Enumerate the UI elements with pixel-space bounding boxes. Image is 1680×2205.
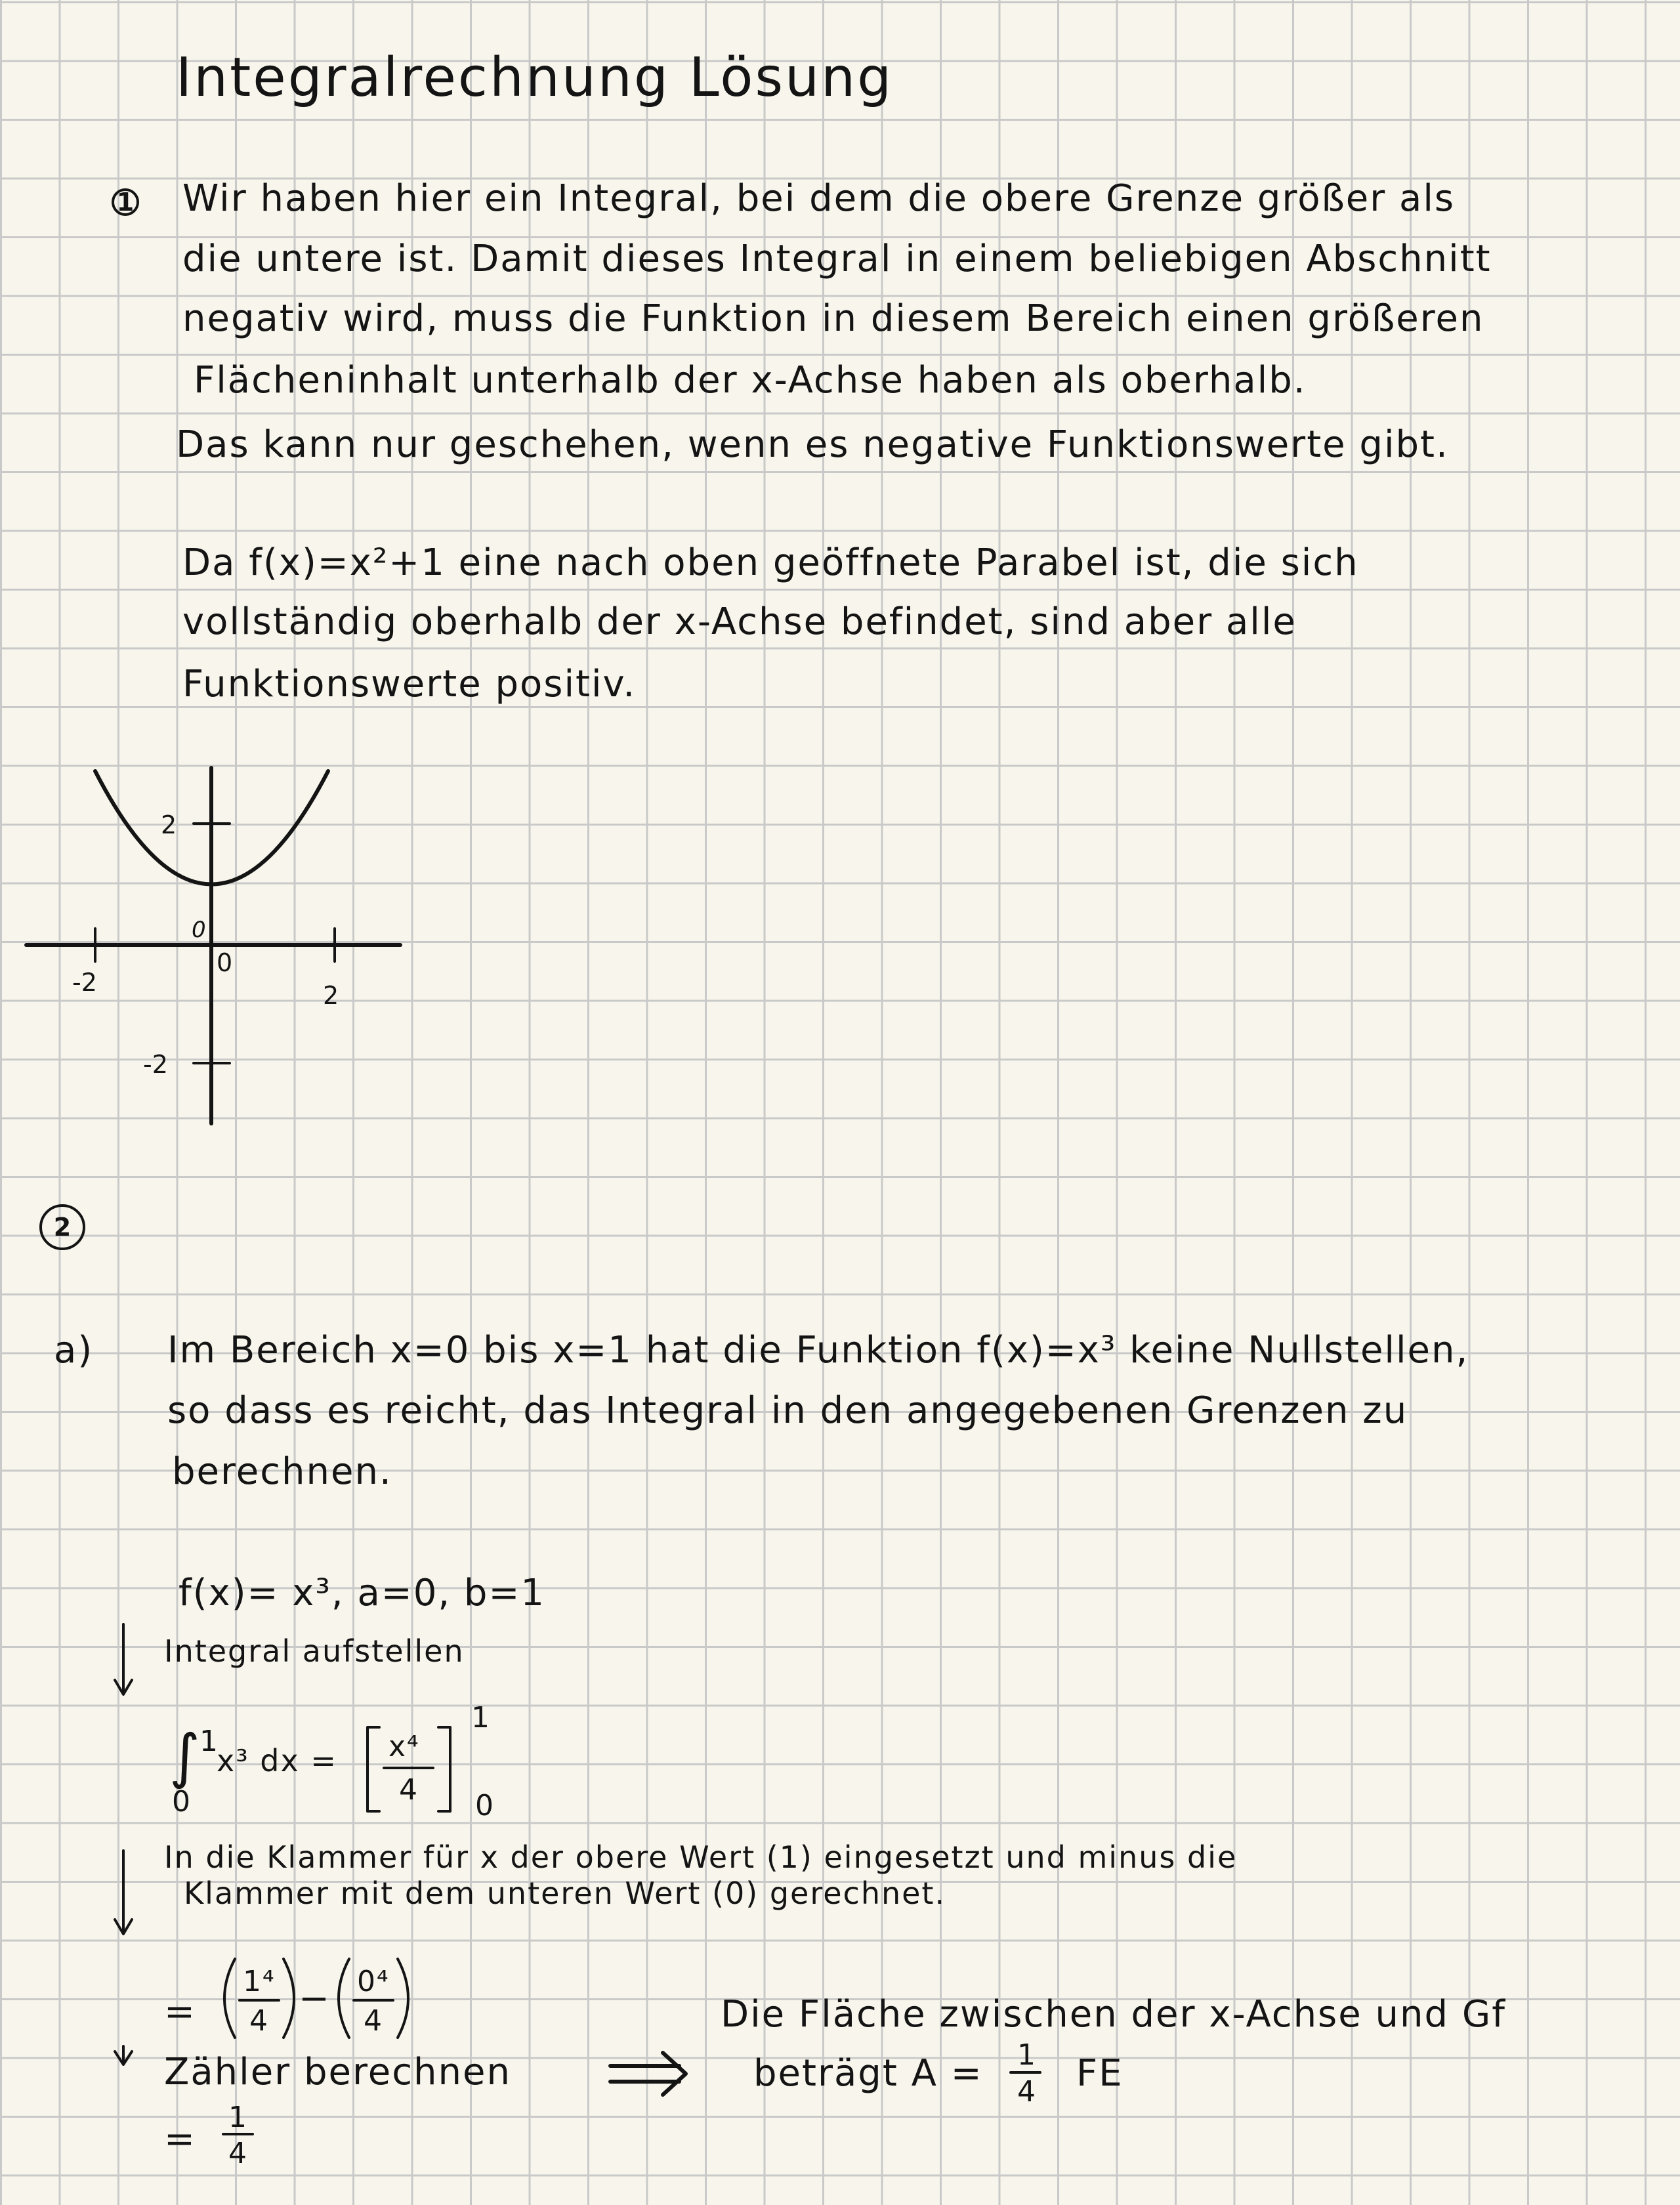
- task1-line-3: negativ wird, muss die Funktion in diesem Bereich einen größeren: [182, 297, 1484, 340]
- conclusion-numerator: 1: [1017, 2038, 1037, 2072]
- integrand: x³ dx =: [217, 1743, 337, 1778]
- conclusion-line-2-prefix: beträgt A =: [753, 2052, 983, 2095]
- task2-line-1: Im Bereich x=0 bis x=1 hat die Funktion f(x)=x³ keine Nullstellen,: [167, 1329, 1469, 1372]
- step-2-line-1: In die Klammer für x der obere Wert (1) eingesetzt und minus die: [164, 1839, 1238, 1875]
- graph-origin-label: 0: [217, 948, 233, 977]
- bracket-upper-limit: 1: [471, 1701, 491, 1734]
- subst-numerator-2: 0⁴: [357, 1965, 390, 1998]
- result-denominator: 4: [228, 2137, 248, 2170]
- task2-line-3: berechnen.: [172, 1450, 392, 1493]
- substitution-equals: =: [164, 1990, 196, 2033]
- task1-para2-line-3: Funktionswerte positiv.: [182, 663, 637, 705]
- subst-numerator-1: 1⁴: [243, 1965, 276, 1998]
- step-2-line-2: Klammer mit dem unteren Wert (0) gerechnet.: [184, 1876, 946, 1911]
- task-2-number-label: 2: [53, 1213, 72, 1242]
- result-equals: =: [164, 2118, 196, 2160]
- graph-x-label-pos: 2: [323, 981, 339, 1010]
- integral-lower-limit: 0: [172, 1785, 192, 1818]
- integral-sign: ∫: [169, 1722, 201, 1791]
- result-numerator: 1: [228, 2101, 248, 2134]
- task2-line-2: so dass es reicht, das Integral in den angegebenen Grenzen zu: [167, 1389, 1408, 1432]
- integral-upper-limit: 1: [200, 1725, 219, 1758]
- task-1-number-label: 1: [116, 188, 135, 217]
- graph-y-axis-letter: 0: [192, 917, 206, 943]
- page-title: Integralrechnung Lösung: [176, 47, 894, 109]
- antiderivative-numerator: x⁴: [388, 1730, 420, 1763]
- graph-y-label-pos: 2: [161, 810, 177, 839]
- conclusion-line-1: Die Fläche zwischen der x-Achse und Gf: [721, 1993, 1506, 2036]
- subst-minus: −: [299, 1977, 331, 2020]
- graph-x-label-neg: -2: [72, 968, 97, 997]
- antiderivative-denominator: 4: [399, 1773, 419, 1807]
- bracket-lower-limit: 0: [475, 1789, 495, 1822]
- subst-denominator-1: 4: [249, 2004, 269, 2038]
- task2-part-label: a): [54, 1329, 94, 1372]
- conclusion-denominator: 4: [1017, 2075, 1037, 2109]
- conclusion-unit: FE: [1076, 2052, 1124, 2095]
- step-1-label: Integral aufstellen: [164, 1633, 465, 1669]
- task1-line-5: Das kann nur geschehen, wenn es negative Funktionswerte gibt.: [176, 423, 1449, 466]
- graph-y-label-neg: -2: [143, 1050, 168, 1079]
- task1-para2-line-1: Da f(x)=x²+1 eine nach oben geöffnete Parabel ist, die sich: [182, 541, 1359, 584]
- task1-line-2: die untere ist. Damit dieses Integral in einem beliebigen Abschnitt: [182, 238, 1492, 280]
- task1-para2-line-2: vollständig oberhalb der x-Achse befindet, sind aber alle: [182, 600, 1297, 643]
- step-3-label: Zähler berechnen: [164, 2051, 511, 2093]
- task1-line-1: Wir haben hier ein Integral, bei dem die obere Grenze größer als: [182, 177, 1456, 220]
- task1-line-4: Flächeninhalt unterhalb der x-Achse haben als oberhalb.: [194, 359, 1307, 402]
- task2-given: f(x)= x³, a=0, b=1: [178, 1572, 546, 1614]
- subst-denominator-2: 4: [364, 2004, 383, 2038]
